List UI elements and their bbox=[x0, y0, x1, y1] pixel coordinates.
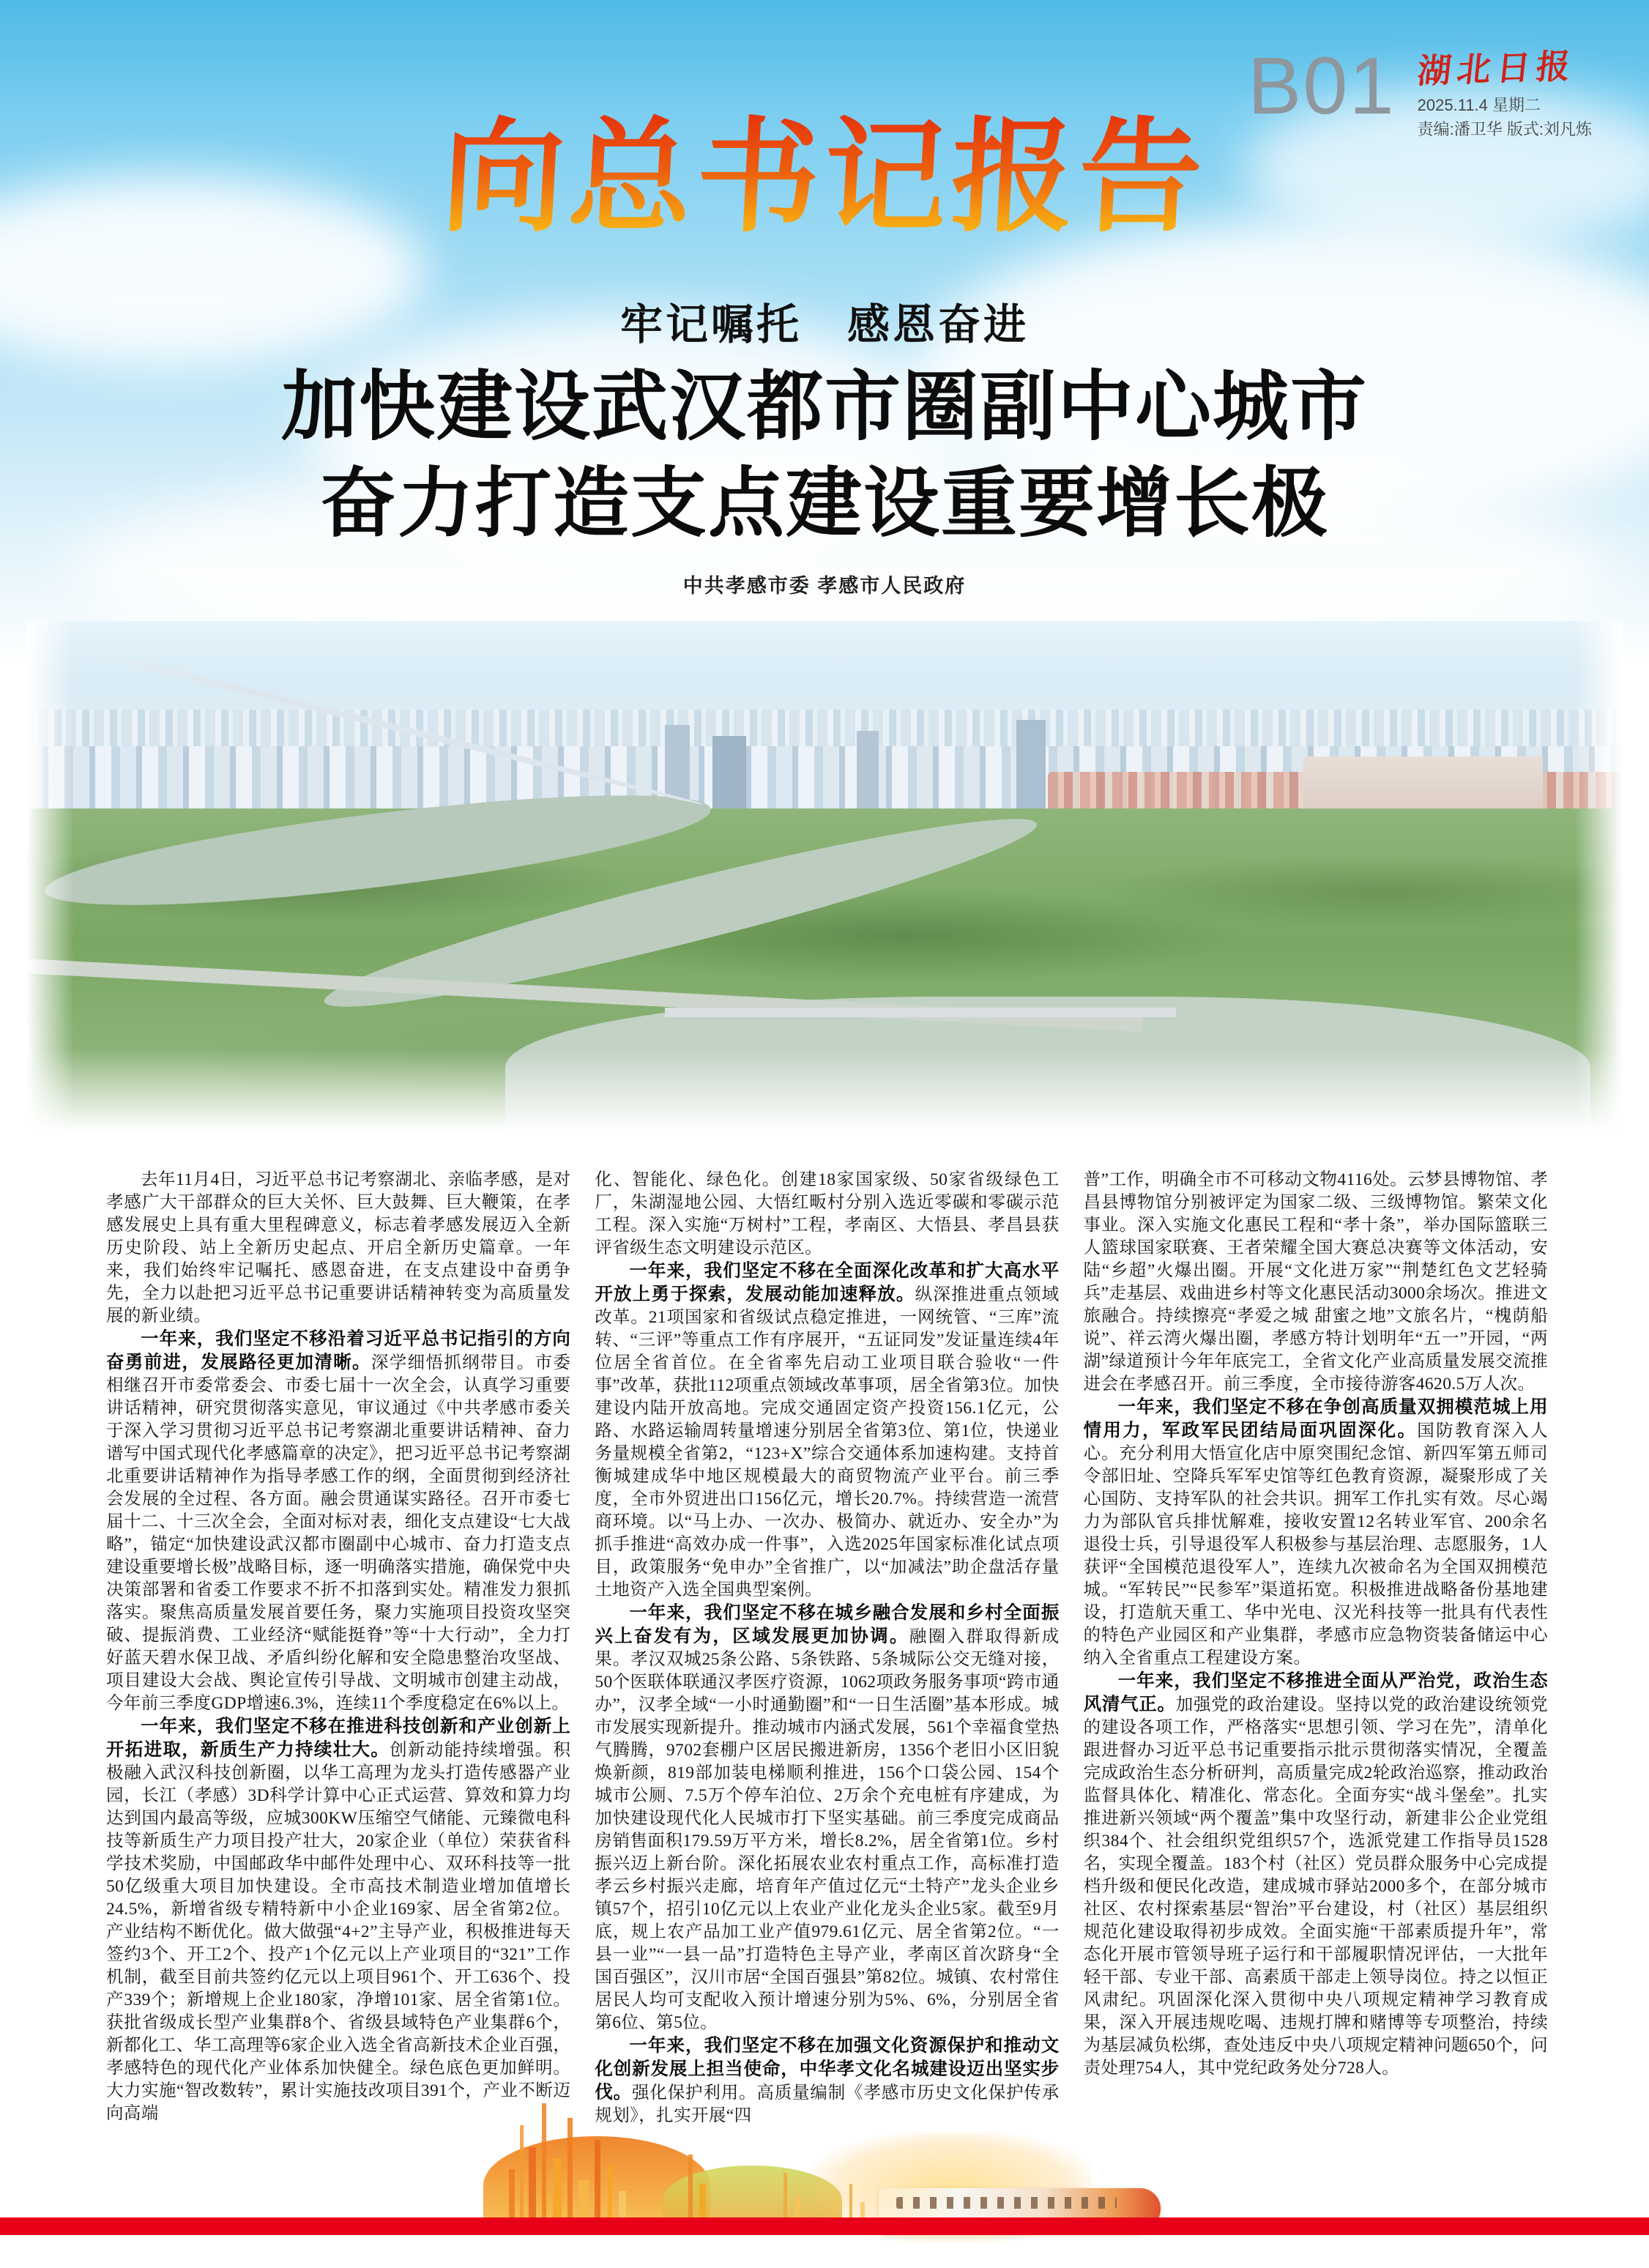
byline: 中共孝感市委 孝感市人民政府 bbox=[682, 575, 967, 597]
paragraph: 一年来，我们坚定不移在城乡融合发展和乡村全面振兴上奋发有为，区域发展更加协调。融圈入群取得新成果。孝汉双城25条公路、5条铁路、5条城际公交无缝对接，50个医联体联通汉孝医疗资源，1062项政务服务事项“跨市通办”，汉孝全域“一小时通勤圈”和“一日生活圈”基本形成。城市发展实现新提升。推动城市内涵式发展，561个幸福食堂热气腾腾，9702套棚户区居民搬进新房，1356个老旧小区旧貌焕新颜，819部加装电梯顺利推进，156个口袋公园、154个城市公厕、7.5万个停车泊位、2万余个充电桩有序建成，为加快建设现代化人民城市打下坚实基础。前三季度完成商品房销售面积179.59万平方米，增长8.2%，居全省第1位。乡村振兴迈上新台阶。深化拓展农业农村重点工作，高标准打造孝云乡村振兴走廊，培育年产值过亿元“土特产”龙头企业乡镇57个，招引10亿元以上农业产业化龙头企业5家。截至9月底，规上农产品加工业产值979.61亿元、居全省第2位。“一县一业”“一县一品”打造特色主导产业，孝南区首次跻身“全国百强区”，汉川市居“全国百强县”第82位。城镇、农村常住居民人均可支配收入预计增速分别为5%、6%，分别居全省第6位、第5位。 bbox=[595, 1603, 1060, 2032]
paragraph-lead: 一年来，我们坚定不移在城乡融合发展和乡村全面振兴上奋发有为，区域发展更加协调。 bbox=[595, 1603, 1060, 1646]
page-number: B01 bbox=[1247, 41, 1396, 131]
aerial-city-photo bbox=[26, 621, 1623, 1142]
paragraph: 一年来，我们坚定不移在争创高质量双拥模范城上用情用力，军政军民团结局面巩固深化。国防教育深入人心。充分利用大悟宣化店中原突围纪念馆、新四军第五师司令部旧址、空降兵军军史馆等红色教育资源，凝聚形成了关心国防、支持军队的社会共识。拥军工作扎实有效。尽心竭力为部队官兵排忧解难，接收安置12名转业军官、200余名退役士兵，引导退役军人积极参与基层治理、志愿服务，1人获评“全国模范退役军人”，连续九次被命名为全国双拥模范城。“军转民”“民参军”渠道拓宽。积极推进战略备份基地建设，打造航天重工、华中光电、汉光科技等一批具有代表性的特色产业园区和产业集群，孝感市应急物资装备储运中心纳入全省重点工程建设方案。 bbox=[1083, 1397, 1548, 1667]
newspaper-logo: 湖北日报 bbox=[1415, 45, 1578, 92]
headline-line-2: 奋力打造支点建设重要增长极 bbox=[319, 461, 1329, 547]
paragraph: 化、智能化、绿色化。创建18家国家级、50家省级绿色工厂，朱湖湿地公园、大悟红畈村分别入选近零碳和零碳示范工程。深入实施“万树村”工程，孝南区、大悟县、孝昌县获评省级生态文明建设示范区。 bbox=[595, 1170, 1060, 1257]
paragraph: 一年来，我们坚定不移沿着习近平总书记指引的方向奋勇前进，发展路径更加清晰。深学细悟抓纲带目。市委相继召开市委常委会、市委七届十一次全会，认真学习重要讲话精神，研究贯彻落实意见，审议通过《中共孝感市委关于深入学习贯彻习近平总书记考察湖北重要讲话精神、奋力谱写中国式现代化孝感篇章的决定》，把习近平总书记考察湖北重要讲话精神作为指导孝感工作的纲，全面贯彻到经济社会发展的全过程、各方面。融会贯通谋实路径。召开市委七届十二、十三次全会，全面对标对表，细化支点建设“七大战略”，锚定“加快建设武汉都市圈副中心城市、奋力打造支点建设重要增长极”战略目标，逐一明确落实措施，确保党中央决策部署和省委工作要求不折不扣落到实处。精准发力狠抓落实。聚焦高质量发展首要任务，聚力实施项目投资攻坚突破、提振消费、工业经济“赋能挺脊”等“十大行动”，全力打好蓝天碧水保卫战、矛盾纠纷化解和安全隐患整治攻坚战、项目建设大会战、舆论宣传引导战、文明城市创建主动战，今年前三季度GDP增速6.3%，连续11个季度稳定在6%以上。 bbox=[106, 1329, 571, 1713]
paragraph-lead: 一年来，我们坚定不移在全面深化改革和扩大高水平开放上勇于探索，发展动能加速释放。 bbox=[595, 1261, 1060, 1304]
banner-title bbox=[0, 79, 1649, 256]
skyline-bar bbox=[542, 2103, 546, 2235]
paragraph: 一年来，我们坚定不移在全面深化改革和扩大高水平开放上勇于探索，发展动能加速释放。纵深推进重点领域改革。21项国家和省级试点稳定推进，一网统管、“三库”流转、“三评”等重点工作有序展开，“五证同发”发证量连续4年位居全省首位。在全省率先启动工业项目联合验收“一件事”改革，获批112项重点领域改革事项，居全省第3位。加快建设内陆开放高地。完成交通固定资产投资156.1亿元，公路、水路运输周转量增速分别居全省第3位、第1位，快递业务量规模全省第2，“123+X”综合交通体系加速构建。支持首衡城建成华中地区规模最大的商贸物流产业平台。前三季度，全市外贸进出口156亿元，增长20.7%。持续营造一流营商环境。以“马上办、一次办、极简办、就近办、安全办”为抓手推进“高效办成一件事”，入选2025年国家标准化试点项目，政策服务“免申办”全省推广，以“加减法”助企盘活存量土地资产入选全国典型案例。 bbox=[595, 1261, 1060, 1599]
photo-bridge bbox=[665, 1008, 1176, 1017]
paragraph-lead: 一年来，我们坚定不移在争创高质量双拥模范城上用情用力，军政军民团结局面巩固深化。 bbox=[1083, 1397, 1548, 1440]
paragraph: 去年11月4日，习近平总书记考察湖北、亲临孝感，是对孝感广大干部群众的巨大关怀、巨大鼓舞、巨大鞭策，在孝感发展史上具有重大里程碑意义，标志着孝感发展迈入全新历史阶段、站上全新历史起点、开启全新历史篇章。一年来，我们始终牢记嘱托、感恩奋进，在支点建设中奋勇争先，全力以赴把习近平总书记重要讲话精神转变为高质量发展的新业绩。 bbox=[106, 1170, 571, 1326]
photo-right-fade bbox=[1575, 621, 1623, 1142]
paragraph-lead: 一年来，我们坚定不移沿着习近平总书记指引的方向奋勇前进，发展路径更加清晰。 bbox=[106, 1329, 571, 1372]
paragraph: 一年来，我们坚定不移推进全面从严治党，政治生态风清气正。加强党的政治建设。坚持以党的政治建设统领党的建设各项工作，严格落实“思想引领、学习在先”，清单化跟进督办习近平总书记重要指示批示贯彻落实情况，全覆盖完成政治生态分析研判，高质量完成2轮政治巡察，推动政治监督具体化、精准化、常态化。全面夯实“战斗堡垒”。扎实推进新兴领域“两个覆盖”集中攻坚行动，新建非公企业党组织384个、社会组织党组织57个，选派党建工作指导员1528名，实现全覆盖。183个村（社区）党员群众服务中心完成提档升级和便民化改造，建成城市驿站2000多个，在部分城市社区、农村探索基层“智治”平台建设，村（社区）基层组织规范化建设取得初步成效。全面实施“干部素质提升年”，常态化开展市管领导班子运行和干部履职情况评估，一大批年轻干部、专业干部、高素质干部走上领导岗位。持之以恒正风肃纪。巩固深化深入贯彻中央八项规定精神学习教育成果，深入开展违规吃喝、违规打牌和赌博等专项整治，持续为基层减负松绑，查处违反中央八项规定精神问题650个，问责处理754人，其中党纪政务处分728人。 bbox=[1083, 1671, 1548, 2078]
article-column-1 bbox=[106, 1169, 570, 2127]
editors-line: 责编:潘卫华 版式:刘凡炼 bbox=[1417, 119, 1592, 138]
article-column-3 bbox=[1084, 1169, 1548, 2127]
main-headline bbox=[0, 359, 1649, 552]
banner-title-text: 向总书记报告 bbox=[438, 104, 1210, 249]
article bbox=[106, 1169, 1548, 2127]
photo-bottom-fade bbox=[26, 1049, 1623, 1142]
photo-top-fade bbox=[26, 621, 1623, 689]
paragraph-lead: 一年来，我们坚定不移在推进科技创新和产业创新上开拓进取，新质生产力持续壮大。 bbox=[106, 1717, 571, 1760]
headline-line-1: 加快建设武汉都市圈副中心城市 bbox=[280, 365, 1368, 450]
bottom-red-bar bbox=[0, 2217, 1649, 2235]
paragraph: 一年来，我们坚定不移在加强文化资源保护和推动文化创新发展上担当使命，中华孝文化名城建设迈出坚实步伐。强化保护利用。高质量编制《孝感市历史文化保护传承规划》，扎实开展“四 bbox=[595, 2036, 1060, 2125]
article-column-2 bbox=[595, 1169, 1059, 2127]
paragraph: 一年来，我们坚定不移在推进科技创新和产业创新上开拓进取，新质生产力持续壮大。创新动能持续增强。积极融入武汉科技创新圈，以华工高理为龙头打造传感器产业园，长江（孝感）3D科学计算中心正式运营、算效和算力均达到国内最高等级，应城300KW压缩空气储能、元臻微电科技等新质生产力项目投产壮大，20家企业（单位）荣获省科学技术奖励，中国邮政华中邮件处理中心、双环科技等一批50亿级重大项目加快建设。全市高技术制造业增加值增长24.5%，新增省级专精特新中小企业169家、居全省第2位。产业结构不断优化。做大做强“4+2”主导产业，积极推进每天签约3个、开工2个、投产1个亿元以上产业项目的“321”工作机制，截至目前共签约亿元以上项目961个、开工636个、投产339个；新增规上企业180家，净增101家、居全省第1位。获批省级成长型产业集群8个、省级县域特色产业集群6个，新都化工、华工高理等6家企业入选全省高新技术企业百强，孝感特色的现代化产业体系加快健全。绿色底色更加鲜明。大力实施“智改数转”，累计实施技改项目391个，产业不断迈向高端 bbox=[106, 1717, 571, 2123]
paragraph-lead: 一年来，我们坚定不移推进全面从严治党，政治生态风清气正。 bbox=[1083, 1671, 1548, 1714]
paragraph: 普”工作，明确全市不可移动文物4116处。云梦县博物馆、孝昌县博物馆分别被评定为国家二级、三级博物馆。繁荣文化事业。深入实施文化惠民工程和“孝十条”，举办国际篮联三人篮球国家联赛、王者荣耀全国大赛总决赛等文体活动，安陆“乡超”火爆出圈。开展“文化进万家”“荆楚红色文艺轻骑兵”走基层、戏曲进乡村等文化惠民活动3000余场次。推进文旅融合。持续擦亮“孝爱之城 甜蜜之地”文旅名片，“槐荫船说”、祥云湾火爆出圈，孝感方特计划明年“五一”开园，“两湖”绿道预计今年年底完工，全省文化产业高质量发展交流推进会在孝感召开。前三季度，全市接待游客4620.5万人次。 bbox=[1083, 1170, 1548, 1394]
paragraph-lead: 一年来，我们坚定不移在加强文化资源保护和推动文化创新发展上担当使命，中华孝文化名城建设迈出坚实步伐。 bbox=[595, 2036, 1060, 2102]
photo-left-fade bbox=[26, 621, 74, 1142]
kicker: 牢记嘱托 感恩奋进 bbox=[619, 301, 1029, 349]
date-line: 2025.11.4 星期二 bbox=[1417, 95, 1541, 114]
bottom-skyline-illustration bbox=[469, 2100, 1201, 2235]
